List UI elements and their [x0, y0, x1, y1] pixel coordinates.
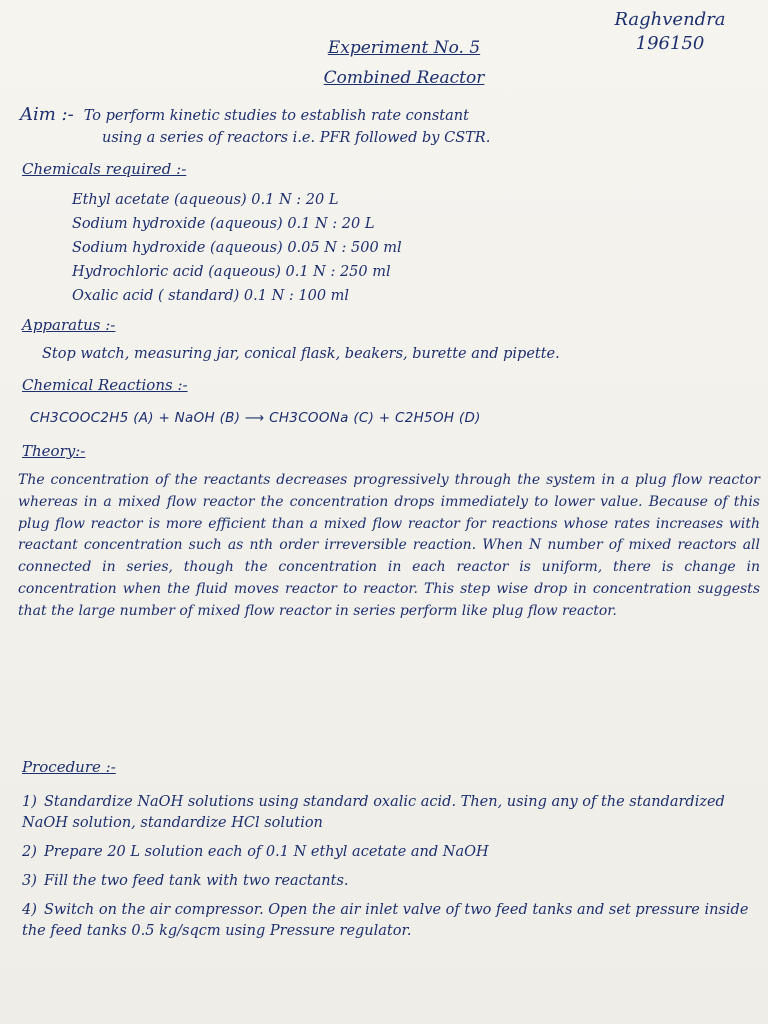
chemical-item: Sodium hydroxide (aqueous) 0.1 N : 20 L — [72, 216, 375, 232]
theory-text: The concentration of the reactants decreases progressively through the system in a plug flow reactor whereas in a mixed flow reactor the concentration drops immediately to lower value. Because of this plug flow reactor is more efficient than a mixed flow reactor for reactions whose rates increases with reactant concentration such as nth order irreversible reaction. When N number of mixed reactors all connected in series, though the concentration in each reactor is uniform, there is change in concentration when the fluid moves reactor to reactor. This step wise drop in concentration suggests that the large number of mixed flow reactor in series perform like plug flow reactor. — [18, 472, 760, 619]
aim-section — [20, 104, 758, 149]
chemicals-heading: Chemicals required :- — [22, 160, 187, 178]
author-name: Raghvendra — [614, 9, 726, 30]
procedure-step: 1) Standardize NaOH solutions using standard oxalic acid. Then, using any of the standardized NaOH solution, standardize HCl solution — [22, 794, 725, 831]
aim-text-line1: To perform kinetic studies to establish rate constant — [83, 108, 469, 124]
procedure-step: 3) Fill the two feed tank with two reactants. — [22, 873, 349, 889]
chemical-item: Ethyl acetate (aqueous) 0.1 N : 20 L — [72, 192, 339, 208]
aim-text-line2: using a series of reactors i.e. PFR followed by CSTR. — [102, 130, 491, 146]
procedure-heading: Procedure :- — [22, 758, 116, 776]
procedure-step: 2) Prepare 20 L solution each of 0.1 N ethyl acetate and NaOH — [22, 844, 489, 860]
experiment-number: Experiment No. 5 — [327, 38, 481, 58]
apparatus-text: Stop watch, measuring jar, conical flask, beakers, burette and pipette. — [42, 346, 560, 362]
chemical-item: Sodium hydroxide (aqueous) 0.05 N : 500 ml — [72, 240, 402, 256]
aim-label: Aim :- — [20, 104, 74, 125]
chemical-item: Hydrochloric acid (aqueous) 0.1 N : 250 ml — [72, 264, 391, 280]
author-roll-number: 196150 — [635, 33, 705, 54]
chemical-item: Oxalic acid ( standard) 0.1 N : 100 ml — [72, 288, 350, 304]
apparatus-heading: Apparatus :- — [22, 316, 116, 334]
reaction-equation: CH3COOC2H5 (A) + NaOH (B) ⟶ CH3COONa (C) + C2H5OH (D) — [30, 410, 481, 426]
reactions-heading: Chemical Reactions :- — [22, 376, 188, 394]
procedure-step: 4) Switch on the air compressor. Open the air inlet valve of two feed tanks and set pressure inside the feed tanks 0.5 kg/sqcm using Pressure regulator. — [22, 902, 749, 939]
experiment-title: Combined Reactor — [323, 68, 485, 88]
chemicals-list — [72, 188, 402, 308]
procedure-list — [22, 792, 758, 950]
theory-heading: Theory:- — [22, 442, 86, 460]
